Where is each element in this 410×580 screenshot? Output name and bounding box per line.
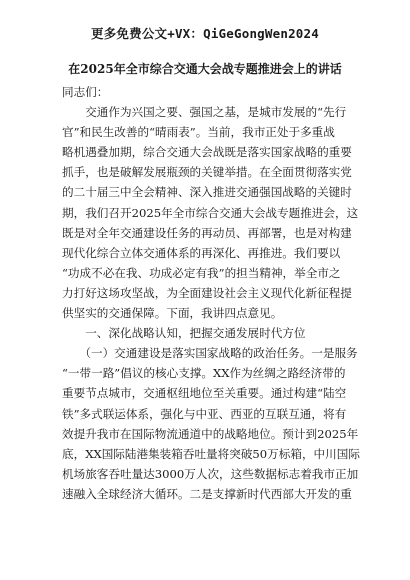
- text-line: 重要节点城市，交通枢纽地位至关重要。通过构建“陆空: [62, 386, 347, 401]
- text-line: 底，XX国际陆港集装箱吞吐量将突破50万标箱，中川国际: [62, 446, 360, 461]
- text-line: 机场旅客吞吐量达3000万人次，这些数据标志着我市正加: [62, 466, 359, 481]
- text-line: 抓手，也是破解发展瓶颈的关键举措。在全面贯彻落实党: [62, 165, 352, 180]
- document-title: 在2025年全市综合交通大会战专题推进会上的讲话: [68, 62, 342, 76]
- text-line: “功成不必在我、功成必定有我”的担当精神，举全市之: [62, 265, 341, 280]
- text-line: 现代化综合立体交通体系的再深化、再推进。我们要以: [62, 245, 341, 260]
- text-line: 交通作为兴国之要、强国之基，是城市发展的“先行: [62, 105, 347, 120]
- text-line: 期，我们召开2025年全市综合交通大会战专题推进会，这: [62, 205, 359, 220]
- text-line: 官”和民生改善的“晴雨表”。当前，我市正处于多重战: [62, 125, 335, 140]
- text-line: 略机遇叠加期，综合交通大会战既是落实国家战略的重要: [62, 145, 352, 160]
- text-line: 效提升我市在国际物流通道中的战略地位。预计到2025年: [62, 426, 359, 441]
- document-body: [62, 82, 360, 504]
- text-line: “一带一路”倡议的核心支撑。XX作为丝绸之路经济带的: [62, 366, 346, 381]
- salutation-line: 同志们：: [62, 85, 109, 99]
- subsection-heading: （一）交通建设是落实国家战略的政治任务。一是服务: [62, 346, 358, 361]
- text-line: 铁”多式联运体系，强化与中亚、西亚的互联互通，将有: [62, 406, 347, 421]
- text-line: 既是对全年交通建设任务的再动员、再部署，也是对构建: [62, 225, 352, 240]
- section-heading: 一、深化战略认知，把握交通发展时代方位: [62, 326, 306, 341]
- text-line: 的二十届三中全会精神、深入推进交通强国战略的关键时: [62, 185, 352, 200]
- text-line: 力打好这场攻坚战，为全面建设社会主义现代化新征程提: [62, 285, 352, 300]
- promo-banner: 更多免费公文+VX：QiGeGongWen2024: [91, 26, 319, 41]
- text-line: 速融入全球经济大循环。二是支撑新时代西部大开发的重: [62, 486, 352, 501]
- text-line: 供坚实的交通保障。下面，我讲四点意见。: [62, 306, 283, 321]
